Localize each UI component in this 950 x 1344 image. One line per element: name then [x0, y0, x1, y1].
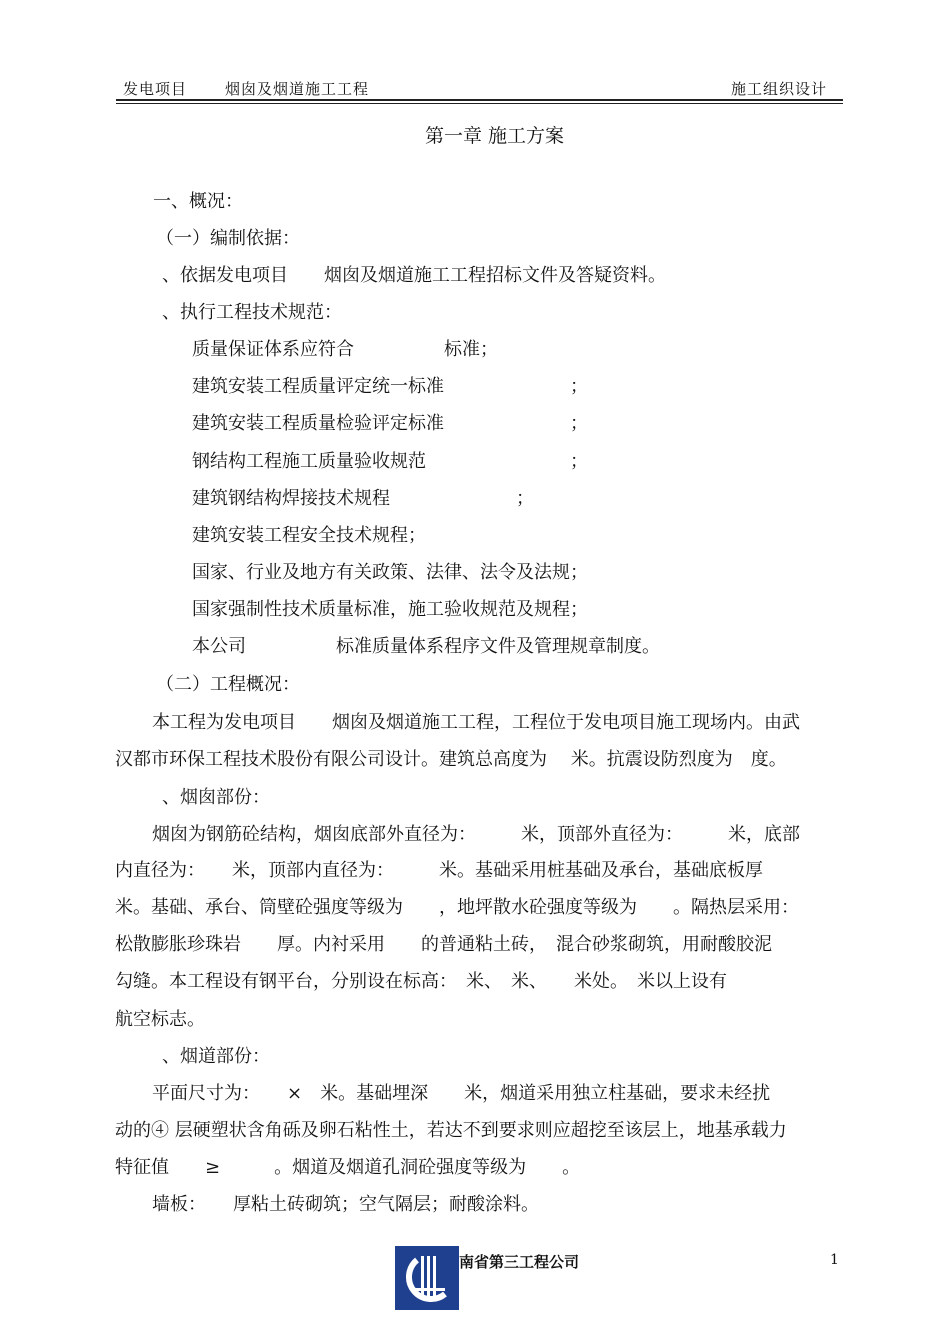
chapter-title: 第一章 施工方案	[425, 125, 565, 147]
header-project: 发电项目	[123, 80, 188, 98]
standard-item: 质量保证体系应符合 标准；	[192, 339, 498, 360]
subsection-heading: （一）编制依据：	[156, 228, 300, 249]
paragraph-line: 特征值 ≥ 。烟道及烟道孔洞砼强度等级为 。	[115, 1157, 581, 1178]
standard-item: 钢结构工程施工质量验收规范 ；	[192, 451, 588, 472]
paragraph-line: 内直径为： 米，顶部内直径为： 米。基础采用桩基础及承台，基础底板厚	[115, 860, 763, 881]
subsection-heading: （二）工程概况：	[156, 674, 300, 695]
page-number: 1	[830, 1252, 839, 1268]
company-logo-icon	[395, 1246, 459, 1310]
part-heading: 、烟囱部份：	[162, 787, 270, 808]
footer-company-name: 南省第三工程公司	[459, 1253, 580, 1271]
paragraph-line: 墙板： 厚粘土砖砌筑；空气隔层；耐酸涂料。	[152, 1194, 539, 1215]
standard-item: 建筑钢结构焊接技术规程 ；	[192, 488, 534, 509]
paragraph-line: 航空标志。	[115, 1009, 205, 1030]
list-item: 、执行工程技术规范：	[162, 302, 342, 323]
paragraph-line: 动的④ 层硬塑状含角砾及卵石粘性土，若达不到要求则应超挖至该层上，地基承载力	[115, 1120, 787, 1141]
paragraph-line: 本工程为发电项目 烟囱及烟道施工工程，工程位于发电项目施工现场内。由武	[152, 712, 800, 733]
standard-item: 建筑安装工程安全技术规程；	[192, 525, 426, 546]
paragraph-line: 勾缝。本工程设有钢平台，分别设在标高： 米、 米、 米处。 米以上设有	[115, 971, 727, 992]
standard-item: 建筑安装工程质量评定统一标准 ；	[192, 376, 588, 397]
standard-item: 国家强制性技术质量标准，施工验收规范及规程；	[192, 599, 588, 620]
header-doc-type: 施工组织设计	[731, 80, 828, 98]
header-subproject: 烟囱及烟道施工工程	[225, 80, 370, 98]
paragraph-line: 米。基础、承台、筒壁砼强度等级为 ，地坪散水砼强度等级为 。隔热层采用：	[115, 897, 799, 918]
standard-item: 建筑安装工程质量检验评定标准 ；	[192, 413, 588, 434]
standard-item: 本公司 标准质量体系程序文件及管理规章制度。	[192, 636, 660, 657]
paragraph-line: 平面尺寸为： × 米。基础埋深 米，烟道采用独立柱基础，要求未经扰	[152, 1083, 771, 1104]
part-heading: 、烟道部份：	[162, 1046, 270, 1067]
header-rule-thick	[116, 99, 843, 101]
section-heading: 一、概况：	[153, 191, 243, 212]
header-rule-thin	[116, 103, 843, 104]
list-item: 、依据发电项目 烟囱及烟道施工工程招标文件及答疑资料。	[162, 265, 666, 286]
paragraph-line: 松散膨胀珍珠岩 厚。内衬采用 的普通粘土砖， 混合砂浆砌筑，用耐酸胶泥	[115, 934, 772, 955]
paragraph-line: 烟囱为钢筋砼结构，烟囱底部外直径为： 米，顶部外直径为： 米，底部	[152, 824, 800, 845]
paragraph-line: 汉都市环保工程技术股份有限公司设计。建筑总高度为 米。抗震设防烈度为 度。	[115, 749, 787, 770]
standard-item: 国家、行业及地方有关政策、法律、法令及法规；	[192, 562, 588, 583]
